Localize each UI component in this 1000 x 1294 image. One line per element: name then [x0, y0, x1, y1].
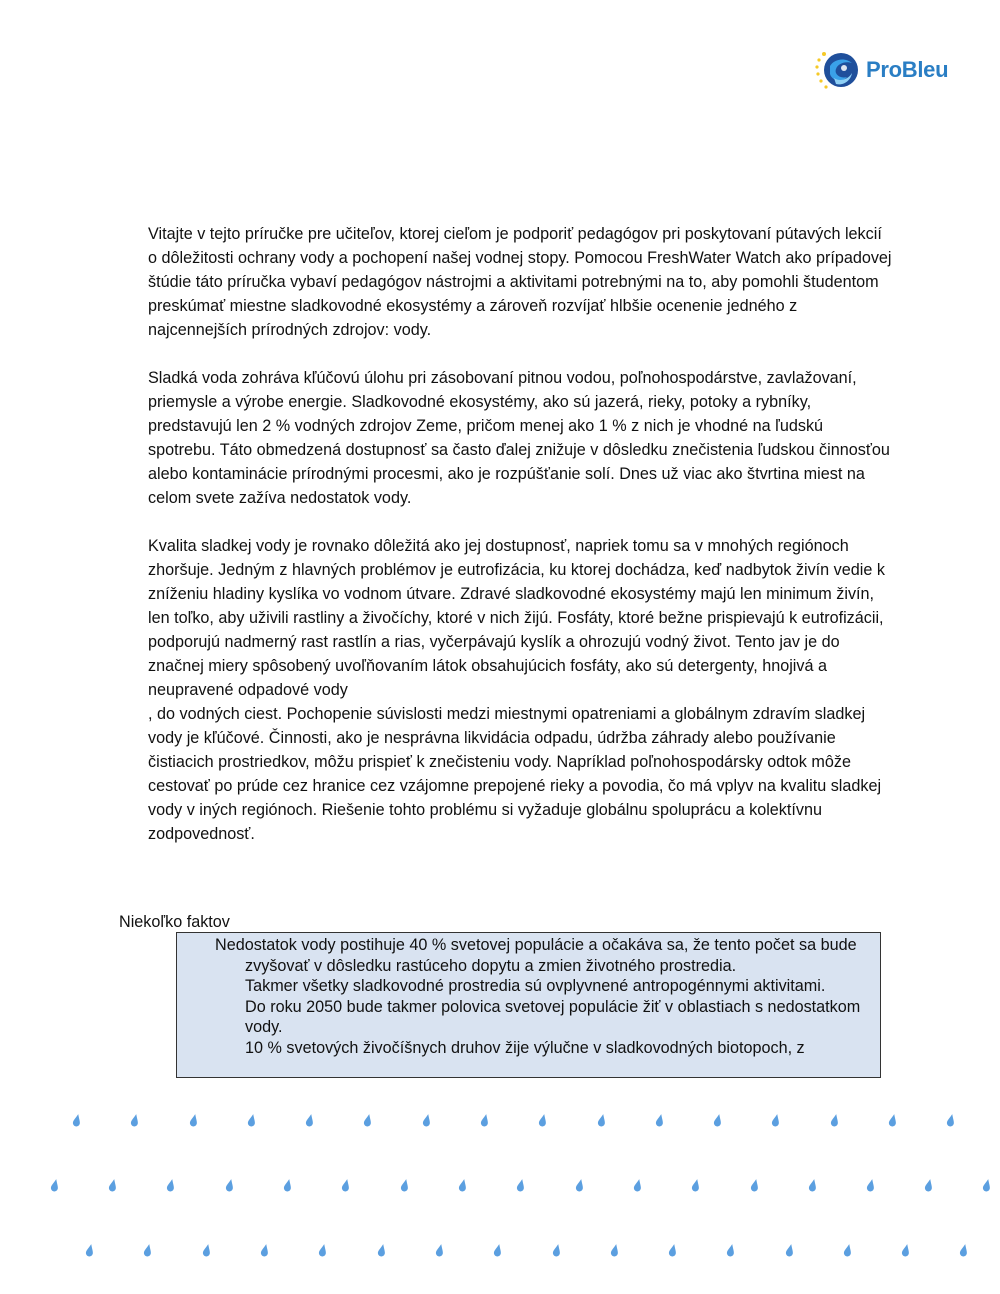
water-drop-icon [866, 1178, 875, 1192]
water-drop-icon [305, 1113, 314, 1127]
water-drop-icon [130, 1113, 139, 1127]
water-drop-icon [888, 1113, 897, 1127]
water-drop-icon [341, 1178, 350, 1192]
water-drop-icon [750, 1178, 759, 1192]
water-drop-icon [843, 1243, 852, 1257]
water-drop-icon [143, 1243, 152, 1257]
water-drop-icon [901, 1243, 910, 1257]
fact-item: 10 % svetových živočíšnych druhov žije výlučne v sladkovodných biotopoch, z [245, 1038, 805, 1057]
water-drop-icon [480, 1113, 489, 1127]
water-drop-icon [726, 1243, 735, 1257]
water-drop-icon [633, 1178, 642, 1192]
water-drop-icon [959, 1243, 968, 1257]
water-drop-icon [655, 1113, 664, 1127]
facts-heading: Niekoľko faktov [119, 913, 230, 931]
water-drop-icon [363, 1113, 372, 1127]
water-drop-icon [538, 1113, 547, 1127]
water-drop-icon [785, 1243, 794, 1257]
water-drop-icon [516, 1178, 525, 1192]
water-drop-icon [982, 1178, 991, 1192]
paragraph-freshwater-role: Sladká voda zohráva kľúčovú úlohu pri zásobovaní pitnou vodou, poľnohospodárstve, zavlažovaní, priemysle a výrobe energie. Sladkovodné ekosystémy, ako sú jazerá, rieky, potoky a rybníky, predstavujú len 2 % vodných zdrojov Zeme, pričom menej ako 1 % z nich je vhodné na ľudskú spotrebu. Táto obmedzená dostupnosť sa často ďalej znižuje v dôsledku znečistenia ľudskou činnosťou alebo kontaminácie prírodnými procesmi, ako je rozpúšťanie solí. Dnes už viac ako štvrtina miest na celom svete zažíva nedostatok vody. [148, 369, 890, 507]
water-drop-icon [377, 1243, 386, 1257]
water-drop-icon [458, 1178, 467, 1192]
water-drop-icon [610, 1243, 619, 1257]
facts-box [176, 932, 881, 1078]
water-drop-icon [691, 1178, 700, 1192]
water-drop-icon [108, 1178, 117, 1192]
water-drop-icon [808, 1178, 817, 1192]
water-drop-icon [771, 1113, 780, 1127]
paragraph-water-quality: Kvalita sladkej vody je rovnako dôležitá ako jej dostupnosť, napriek tomu sa v mnohých regiónoch zhoršuje. Jedným z hlavných problémov je eutrofizácia, ku ktorej dochádza, keď nadbytok živín vedie k zníženiu hladiny kyslíka vo vodnom útvare. Zdravé sladkovodné ekosystémy majú len minimum živín, len toľko, aby uživili rastliny a živočíchy, ktoré v nich žijú. Fosfáty, ktoré bežne prispievajú k eutrofizácii, podporujú nadmerný rast rastlín a rias, vyčerpávajú kyslík a ohrozujú vodný život. Tento jav je do značnej miery spôsobený uvoľňovaním látok obsahujúcich fosfáty, ako sú detergenty, hnojivá a neupravené odpadové vody [148, 537, 885, 699]
water-drop-icon [575, 1178, 584, 1192]
body-text [148, 222, 893, 846]
water-drop-icon [830, 1113, 839, 1127]
paragraph-continuation: , do vodných ciest. Pochopenie súvislosti medzi miestnymi opatreniami a globálnym zdravím sladkej vody je kľúčové. Činnosti, ako je nesprávna likvidácia odpadu, údržba záhrady alebo používanie čistiacich prostriedkov, môžu prispieť k znečisteniu vody. Napríklad poľnohospodársky odtok môže cestovať po prúde cez hranice cez vzájomne prepojené rieky a povodia, čo má vplyv na kvalitu sladkej vody v iných regiónoch. Riešenie tohto problému si vyžaduje globálnu spoluprácu a kolektívnu zodpovednosť. [148, 705, 882, 843]
fact-item: Do roku 2050 bude takmer polovica svetovej populácie žiť v oblastiach s nedostatkom vody. [245, 997, 861, 1036]
water-drop-icon [422, 1113, 431, 1127]
probleu-logo [814, 46, 964, 94]
water-drop-icon [202, 1243, 211, 1257]
water-drop-icon [597, 1113, 606, 1127]
water-drop-icon [493, 1243, 502, 1257]
water-drop-icon [166, 1178, 175, 1192]
water-drop-icon [225, 1178, 234, 1192]
water-drop-icon [260, 1243, 269, 1257]
water-drop-icon [189, 1113, 198, 1127]
water-drop-icon [50, 1178, 59, 1192]
fact-item: Nedostatok vody postihuje 40 % svetovej populácie a očakáva sa, že tento počet sa bude zvyšovať v dôsledku rastúceho dopytu a zmien životného prostredia. [215, 936, 857, 975]
water-drop-pattern [0, 1100, 1000, 1294]
water-drop-icon [435, 1243, 444, 1257]
water-drop-icon [400, 1178, 409, 1192]
water-drop-icon [283, 1178, 292, 1192]
water-drop-icon [318, 1243, 327, 1257]
paragraph-intro: Vitajte v tejto príručke pre učiteľov, ktorej cieľom je podporiť pedagógov pri poskytovaní pútavých lekcií o dôležitosti ochrany vody a pochopení našej vodnej stopy. Pomocou FreshWater Watch ako prípadovej štúdie táto príručka vybaví pedagógov nástrojmi a aktivitami potrebnými na to, aby pomohli študentom preskúmať miestne sladkovodné ekosystémy a zároveň rozvíjať hlbšie ocenenie jedného z najcennejších prírodných zdrojov: vody. [148, 225, 892, 339]
probleu-wordmark: ProBleu [866, 57, 949, 82]
water-drop-icon [72, 1113, 81, 1127]
water-drop-icon [85, 1243, 94, 1257]
water-drop-icon [946, 1113, 955, 1127]
water-drop-icon [247, 1113, 256, 1127]
water-drop-icon [713, 1113, 722, 1127]
water-drop-icon [668, 1243, 677, 1257]
probleu-emblem-icon [814, 47, 860, 93]
fact-item: Takmer všetky sladkovodné prostredia sú ovplyvnené antropogénnymi aktivitami. [245, 977, 826, 995]
water-drop-icon [924, 1178, 933, 1192]
water-drop-icon [552, 1243, 561, 1257]
